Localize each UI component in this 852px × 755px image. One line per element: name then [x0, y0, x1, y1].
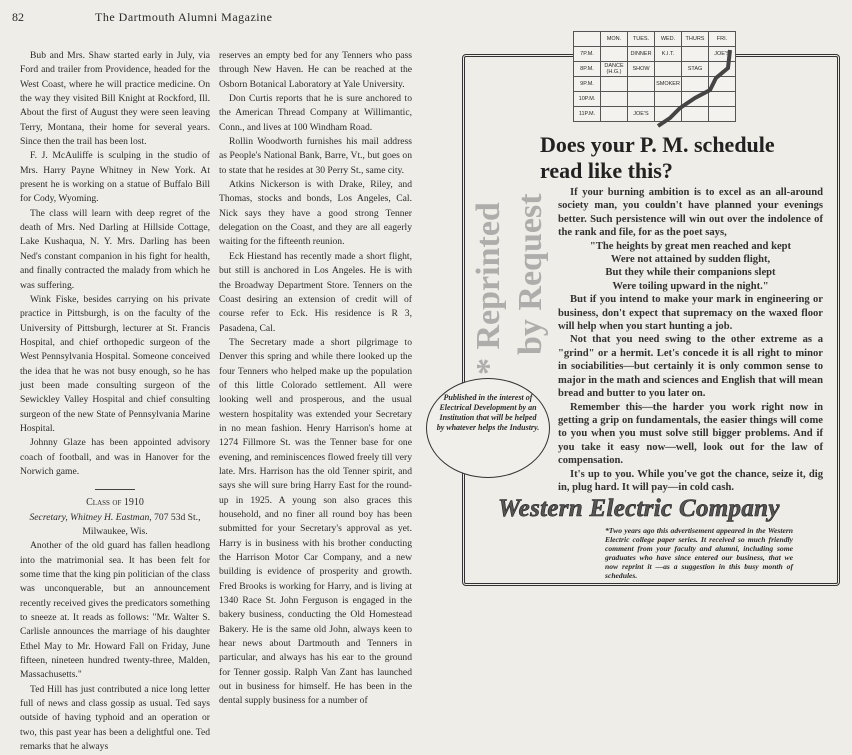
- schedule-cell: STAG: [682, 62, 709, 77]
- schedule-cell: JOE'S: [709, 47, 736, 62]
- ad-headline: [540, 132, 834, 184]
- ad-paragraph: But if you intend to make your mark in engineering or business, don't expect that supremacy on the waxed floor will help when you start hunting a job.: [558, 294, 823, 333]
- paragraph: Rollin Woodworth furnishes his mail address as People's National Bank, Barre, Vt., but goes on to state that he resides at 30 Perry St., same city.: [219, 136, 412, 176]
- paragraph: Atkins Nickerson is with Drake, Riley, and Thomas, stocks and bonds, Los Angeles, Cal. Nick says they have a good strong Tenner delegation on the Coast, and they are all eagerly waiting for the fifteenth reunion.: [219, 179, 412, 248]
- poem-line: Were toiling upward in the night.": [612, 280, 769, 292]
- paragraph: Don Curtis reports that he is sure anchored to the American Thread Company at Willimantic, Conn., and lives at 100 Windham Road.: [219, 93, 412, 133]
- poem-line: "The heights by great men reached and kept: [589, 240, 792, 252]
- schedule-cell: DINNER: [628, 47, 655, 62]
- paragraph: Ted Hill has just contributed a nice long letter full of news and class gossip as usual. Ted says outside of having typhoid and an operation or two, this past year has been a delightful one. Ted remarks that he always: [20, 683, 210, 753]
- torn-edge-icon: [650, 38, 750, 128]
- paragraph: Wink Fiske, besides carrying on his private practice in Pittsburgh, is on the faculty of the University of Pittsburgh, lecturer at St. Francis Hospital, and chief orthopedic surgeon of the West Pennsylvania Hospital. Someone conceived the idea that he was not busy enough, so he has just been made consulting surgeon of the Sewickley Valley Hospital and chief consulting surgeon of the new State of Pennsylvania Marine Hospital.: [20, 293, 210, 434]
- section-divider: [95, 489, 135, 490]
- schedule-cell: FRI.: [709, 32, 736, 47]
- headline-line: Does your P. M. schedule: [540, 132, 775, 157]
- column-right: [219, 49, 412, 709]
- ad-paragraph: Not that you need swing to the other extreme as a "grind" or a hermit. Let's concede it is all right to minor in sociabilities—but certainly it is only common sense to major in the math and sciences and English that will mean bread and butter to you later on.: [558, 334, 823, 400]
- column-left: [20, 49, 210, 755]
- paragraph: The class will learn with deep regret of the death of Mrs. Ned Darling at Hillside Cottage, Lake Kushaqua, N. Y. Mrs. Darling has been Ned's constant companion in his fight for health, and finally contracted the malady from which he was suffering.: [20, 207, 210, 291]
- ad-paragraph: If your burning ambition is to excel as an all-around society man, you couldn't have planned your evenings better. Such persistence will win out over the indolence of the rank and file, for as the poet says,: [558, 187, 823, 239]
- schedule-cell: TUES.: [628, 32, 655, 47]
- secretary-line: [20, 511, 210, 540]
- ad-poem: [558, 240, 823, 294]
- paragraph: Johnny Glaze has been appointed advisory coach of football, and was in Hanover for the Norwich game.: [20, 437, 210, 477]
- ad-body: [558, 186, 823, 494]
- schedule-cell: 8P.M.: [574, 62, 601, 77]
- secretary-label: Secretary, Whitney H. Eastman,: [29, 511, 152, 523]
- schedule-cell: 7P.M.: [574, 47, 601, 62]
- watermark-line: by Request: [512, 193, 549, 355]
- schedule-cell: [601, 47, 628, 62]
- paragraph: The Secretary made a short pilgrimage to Denver this spring and while there looked up the four Tenners who helped make up the population of this little Colorado settlement. All were looking well and prosperous, and the usual western hospitality was extended your Secretary in no mean fashion. Henry Harrison's home at 1274 Fillmore St. was the Tenner base for one evening, and reminiscences flowed freely till very late. Mrs. Harrison has the old Tenner spirit, and says she will sure bring Harry East for the round-up in 1925. A young son also graces this household, and no finer all round boy has been submitted for your Secretary's approval as yet. Harry is in business with his brother conducting the Harrison Motor Car Company, and a new building is evidence of prosperity and growth. Fred Brooks is working for Harry, and is living at 1340 Race St. John Ferguson is engaged in the bakery business, conducting the Old Homestead Bakery. He is the same old John, always keen to hear news about Dartmouth and Tenners in particular, and always has his ear to the ground for Tenner gossip. Ralph Van Zant has launched out in business for himself. He has been in the dental supply business for a number of: [219, 336, 412, 707]
- schedule-cell: MON.: [601, 32, 628, 47]
- schedule-cell: JOE'S: [628, 107, 655, 122]
- ad-footnote: *Two years ago this advertisement appeared in the Western Electric college paper series. It received so much friendly comment from your faculty and alumni, including some graduates who have since entered our business, that we now reprint it —as a suggestion in this busy month of schedules.: [605, 526, 793, 581]
- published-bubble: Published in the interest of Electrical Development by an Institution that will be helped by whatever helps the Industry.: [426, 378, 550, 478]
- schedule-cell: DANCE (H.G.): [601, 62, 628, 77]
- schedule-cell: 10P.M.: [574, 92, 601, 107]
- paragraph: Eck Hiestand has recently made a short flight, but still is anchored in Los Angeles. He is with the Broadway Department Store. Tenners on the Coast desiring an extension of credit will of course refer to Eck. His residence is R 3, Pasadena, Cal.: [219, 250, 412, 334]
- secretary-address: 707 53d St., Milwaukee, Wis.: [82, 511, 201, 537]
- ad-paragraph: It's up to you. While you've got the chance, seize it, dig in, plug hard. It will pay—in cold cash.: [558, 468, 823, 493]
- schedule-cell: SHOW: [628, 62, 655, 77]
- schedule-cell: 11P.M.: [574, 107, 601, 122]
- headline-line: read like this?: [540, 158, 673, 183]
- schedule-cell: [601, 107, 628, 122]
- schedule-cell: 9P.M.: [574, 77, 601, 92]
- schedule-cell: SMOKER: [655, 77, 682, 92]
- ad-content: [498, 132, 834, 580]
- paragraph: Bub and Mrs. Shaw started early in July, via Ford and trailer from Providence, headed for the West Coast, where he will practice medicine. On the way they visited Bill Knight at Rockford, Ill. About the first of August they were seen leaving Terry, Montana, their home for several years. Since then the trail has been lost.: [20, 50, 210, 148]
- page-number: 82: [12, 10, 24, 24]
- paragraph: reserves an empty bed for any Tenners who pass through New Haven. He can be reached at the Osborn Botanical Laboratory at Yale University.: [219, 50, 412, 90]
- watermark-line: * Reprinted: [470, 202, 507, 375]
- schedule-cell: [601, 77, 628, 92]
- schedule-cell: [601, 92, 628, 107]
- schedule-cell: THURS: [682, 32, 709, 47]
- ad-paragraph: Remember this—the harder you work right now in getting a grip on fundamentals, the easier things will come to you when you must solve still bigger problems. And if you take it easy now—well, look out for the law of compensation.: [558, 401, 823, 467]
- magazine-title: The Dartmouth Alumni Magazine: [95, 10, 273, 24]
- schedule-cell: K.I.T.: [655, 47, 682, 62]
- schedule-cell: [574, 32, 601, 47]
- schedule-cell: WED.: [655, 32, 682, 47]
- poem-line: Were not attained by sudden flight,: [610, 254, 771, 266]
- paragraph: Another of the old guard has fallen headlong into the matrimonial sea. It has been felt for some time that the king pin politician of the class was unconquerable, but an announcement recently received gives the predicators something to sneeze at. It reads as follows: "Mr. Walter S. Carlisle announces the marriage of his daughter Ethel May to Mr. Howard Fall on Friday, June fifteen, nineteen hundred twenty-three, Malden, Massachusetts.": [20, 540, 210, 681]
- paragraph: F. J. McAuliffe is sculping in the studio of Mrs. Harry Payne Whitney in New York. At present he is working on a statue of Buffalo Bill for Cody, Wyoming.: [20, 150, 210, 205]
- western-electric-logo: Western Electric Company: [498, 495, 780, 523]
- class-heading: Class of 1910: [86, 497, 144, 509]
- poem-line: But they while their companions slept: [605, 267, 776, 279]
